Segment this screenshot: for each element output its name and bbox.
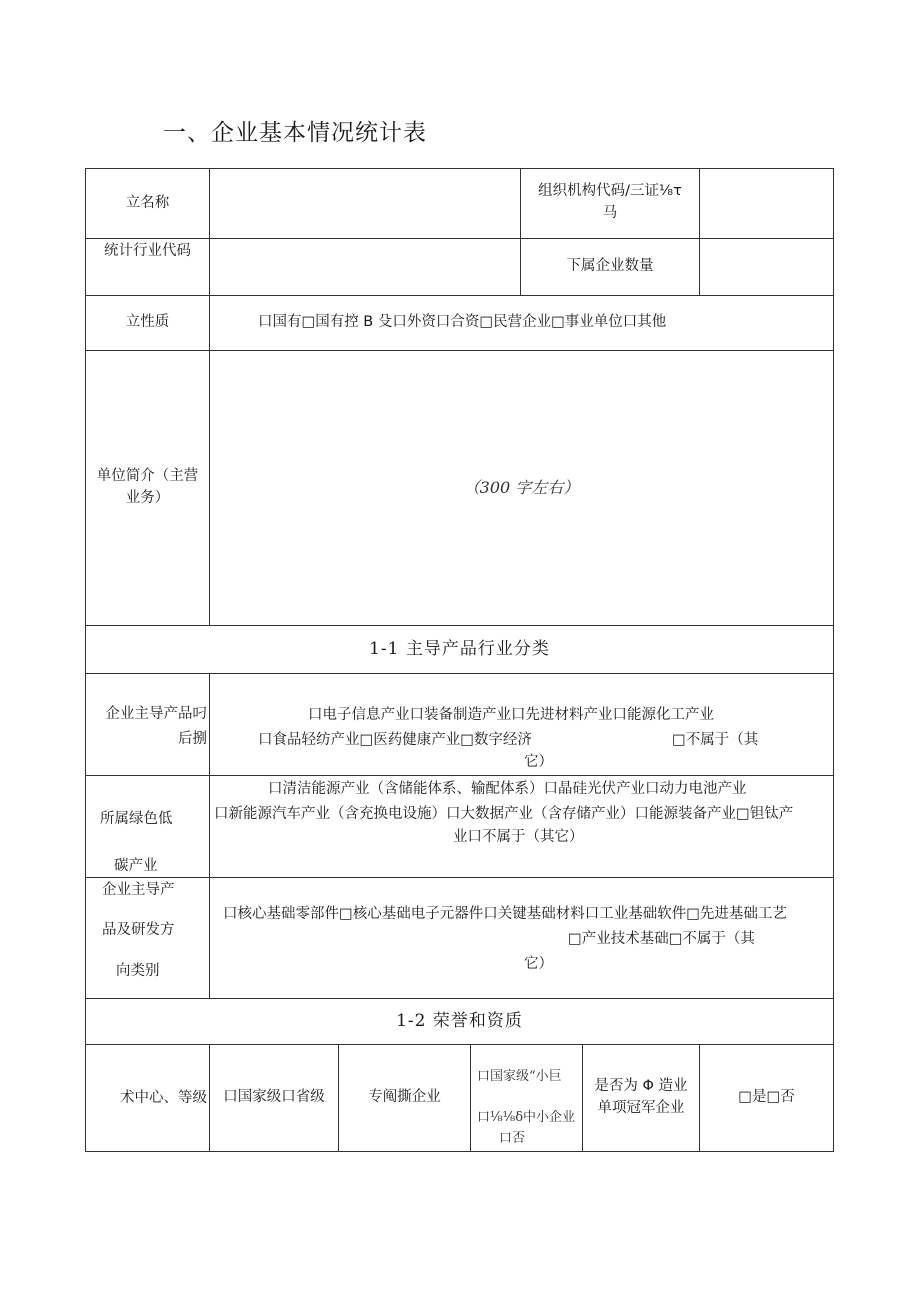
company-nature-label: 立性质 [125, 314, 170, 331]
single-champion-label: 是否为 Φ 造业 单项冠军企业 [594, 1078, 688, 1116]
company-intro-label: 单位简介（主营 业务） [96, 468, 199, 506]
tech-center-level-label: 术中心、等级 [120, 1090, 207, 1106]
tech-center-level-options[interactable]: 口国家级口省级 [223, 1089, 325, 1106]
single-champion-options[interactable]: □是□否 [738, 1089, 795, 1106]
org-code-label: 组织机构代码/三证⅛τ 马 [538, 183, 682, 221]
company-intro-hint: （300 字左右） [463, 478, 580, 497]
industry-code-label: 统计行业代码 [104, 243, 191, 259]
industry-code-field[interactable] [210, 239, 520, 295]
sub-company-count-field[interactable] [700, 239, 833, 295]
green-industry-label: 所属绿色低 碳产业 [100, 811, 173, 874]
page-title: 一、企业基本情况统计表 [163, 120, 427, 146]
product-rd-category-label: 企业主导产 品及研发方 向类别 [102, 882, 175, 979]
sub-company-count-label: 下属企业数量 [566, 258, 654, 275]
company-nature-options[interactable]: 口国有□国有控 B 殳口外资口合资□民营企业□事业单位口其他 [258, 314, 667, 330]
main-product-industry-options[interactable]: 口电子信息产业口装备制造产业口先进材料产业口能源化工产业 口食品轻纺产业□医药健康产业□数字经济 □不属于（其 它） [258, 707, 759, 770]
specialized-enterprise-label: 专阄撕企业 [368, 1089, 441, 1106]
product-rd-category-options[interactable]: 口核心基础零部件□核心基础电子元器件口关键基础材料口工业基础软件□先进基础工艺 □产业技术基础□不属于（其 它） [223, 906, 787, 972]
section-header-product-classification: 1-1 主导产品行业分类 [369, 638, 550, 659]
green-industry-options[interactable]: 口清洁能源产业（含储能体系、输配体系）口晶硅光伏产业口动力电池产业 口新能源汽车产业（含充换电设施）口大数据产业（含存储产业）口能源装备产业□钽钛产 业口不属于（其它） [214, 781, 794, 845]
little-giant-options[interactable]: 口国家级“小巨 口⅛⅛δ中小企业 口否 [477, 1069, 576, 1146]
org-code-field[interactable] [700, 169, 833, 238]
section-header-honors: 1-2 荣誉和资质 [396, 1010, 523, 1031]
company-intro-field[interactable] [210, 351, 833, 625]
company-name-field[interactable] [210, 169, 520, 238]
main-product-industry-label: 企业主导产品叼 后捌 [105, 706, 207, 747]
company-name-label: 立名称 [125, 194, 170, 211]
